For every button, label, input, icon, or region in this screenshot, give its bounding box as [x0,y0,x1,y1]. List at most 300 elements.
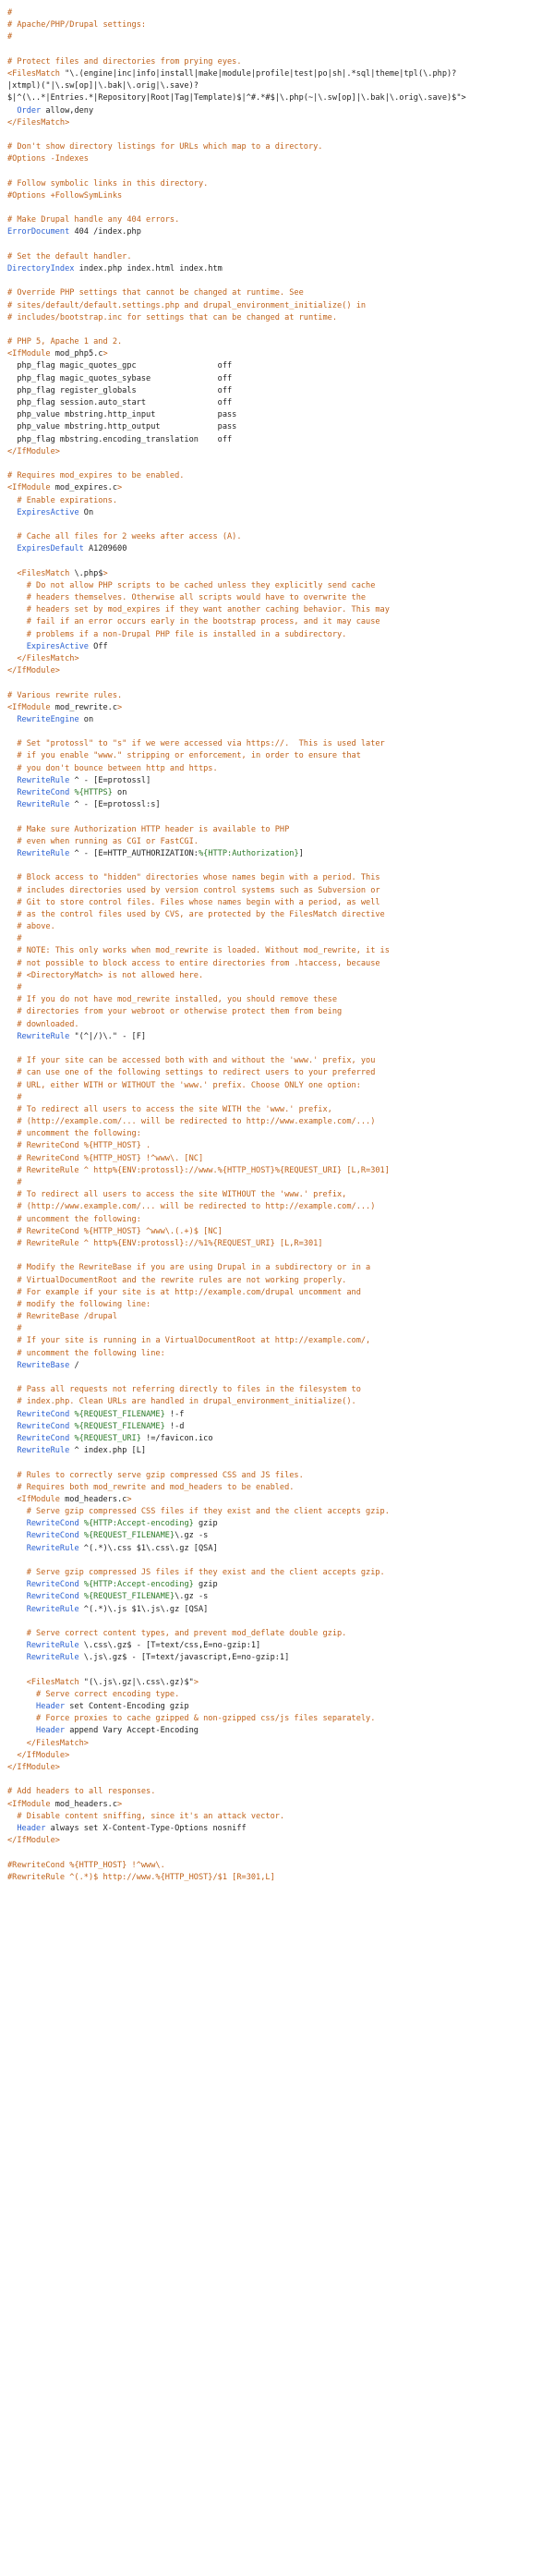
code-text: !=/favicon.ico [140,1433,213,1443]
code-line [7,1591,547,1603]
directive-keyword: Header [17,1823,46,1833]
code-line [7,519,547,531]
comment-text: # Enable expirations. [7,495,117,505]
server-variable: %{HTTP:Accept-encoding} [83,1519,194,1529]
tag-token: </IfModule> [7,666,60,676]
code-text: \.php$ [69,568,103,578]
code-text [7,1605,27,1614]
code-line [7,1604,547,1616]
code-text: \.js\.gz$ - [T=text/javascript,E=no-gzip:1] [78,1653,290,1663]
comment-text: # URL, either WITH or WITHOUT the 'www.' prefix. Choose ONLY one option: [7,1080,361,1090]
code-line [7,1311,547,1323]
tag-token: <IfModule [7,1799,51,1809]
code-text [7,1751,17,1760]
code-line [7,1860,547,1872]
code-line [7,1616,547,1628]
code-line [7,824,547,836]
code-line [7,470,547,482]
code-line [7,1823,547,1835]
server-variable: %{REQUEST_FILENAME} [83,1531,175,1541]
tag-token: <IfModule [7,483,51,493]
code-line [7,1214,547,1226]
code-line [7,836,547,848]
code-line [7,1713,547,1725]
comment-text: # headers themselves. Otherwise all scripts would have to overwrite the [7,593,367,602]
code-line [7,750,547,762]
code-line [7,580,547,592]
directive-keyword: RewriteCond [17,788,70,797]
code-line [7,616,547,628]
code-line [7,1640,547,1652]
tag-token: </IfModule> [7,446,60,456]
code-line [7,1774,547,1786]
tag-token: <FilesMatch [7,68,60,79]
directive-keyword: Header [36,1702,66,1712]
code-text: set Content-Encoding gzip [65,1702,189,1712]
code-line [7,811,547,823]
code-text: mod_rewrite.c [50,702,118,712]
code-line [7,275,547,287]
comment-text: # problems if a non-Drupal PHP file is installed in a subdirectory. [7,629,347,639]
code-line [7,129,547,141]
code-line [7,958,547,970]
directive-keyword: DirectoryIndex [7,263,75,273]
comment-text: # Modify the RewriteBase if you are using Drupal in a subdirectory or in a [7,1263,371,1273]
comment-text: # Cache all files for 2 weeks after access (A). [7,532,242,542]
code-line [7,1579,547,1591]
directive-keyword: Header [36,1726,66,1736]
code-line [7,555,547,567]
comment-text: # Follow symbolic links in this directory. [7,178,209,188]
code-line [7,1250,547,1262]
code-line [7,1201,547,1213]
comment-text: # not possible to block access to entire directories from .htaccess, because [7,958,380,968]
code-line [7,945,547,957]
comment-text: # Block access to "hidden" directories whose names begin with a period. This [7,873,380,883]
code-line [7,1067,547,1079]
comment-text: # RewriteCond %{HTTP_HOST} !^www\. [NC] [7,1153,204,1163]
code-text [7,1519,27,1528]
comment-text: # modify the following line: [7,1299,151,1309]
directive-keyword: RewriteCond [26,1531,79,1541]
directive-keyword: RewriteRule [17,848,70,858]
code-line [7,714,547,726]
directive-keyword: RewriteRule [17,1446,70,1456]
code-text [7,1446,17,1455]
directive-keyword: RewriteCond [26,1592,79,1602]
code-text [7,1641,27,1650]
code-text: php_value mbstring.http_input pass [7,410,237,420]
code-text [7,849,17,858]
tag-token: > [102,349,108,359]
code-line [7,1153,547,1165]
directive-keyword: ErrorDocument [7,227,70,237]
comment-text: # sites/default/default.settings.php and drupal_environment_initialize() in [7,300,367,310]
code-line [7,1725,547,1737]
code-text [7,1495,17,1504]
code-line [7,1811,547,1823]
code-text: On [78,507,94,517]
code-line [7,690,547,702]
code-text: php_flag session.auto_start off [7,398,233,407]
directive-keyword: RewriteCond [26,1519,79,1529]
code-line [7,1360,547,1372]
code-text [7,1592,27,1601]
code-line [7,1786,547,1798]
comment-text: # RewriteRule ^ http%{ENV:protossl}://www.%{HTTP_HOST}%{REQUEST_URI} [L,R=301] [7,1165,390,1175]
directive-keyword: RewriteRule [26,1543,79,1553]
code-line [7,799,547,811]
comment-text: # If your site is running in a VirtualDocumentRoot at http://example.com/, [7,1336,371,1346]
code-line [7,1750,547,1762]
code-line [7,1104,547,1116]
comment-text: # Override PHP settings that cannot be changed at runtime. See [7,288,304,298]
code-line [7,190,547,202]
server-variable: %{REQUEST_FILENAME} [83,1592,175,1602]
comment-text: # headers set by mod_expires if they want another caching behavior. This may [7,605,390,615]
directive-keyword: ExpiresActive [17,507,79,517]
tag-token: > [117,702,123,712]
directive-keyword: RewriteRule [26,1641,79,1651]
code-text: append Vary Accept-Encoding [65,1726,199,1736]
code-line [7,1701,547,1713]
comment-text: # [7,983,22,992]
code-text [7,1032,17,1041]
directive-keyword: RewriteCond [17,1433,70,1443]
server-variable: %{REQUEST_FILENAME} [74,1409,165,1419]
code-line [7,1409,547,1421]
comment-text: # Requires mod_expires to be enabled. [7,471,185,481]
code-text: always set X-Content-Type-Options nosniff [45,1823,247,1833]
tag-token: <IfModule [7,702,51,712]
comment-text: # RewriteCond %{HTTP_HOST} . [7,1141,151,1151]
code-line [7,897,547,909]
code-text: ^(.*)\.css $1\.css\.gz [QSA] [78,1543,218,1553]
code-line [7,1165,547,1177]
code-text: |xtmpl)("|\.sw[op]|\.bak|\.orig|\.save)? [7,81,199,91]
code-text: !-d [164,1421,185,1431]
code-text [7,508,17,517]
code-line [7,1323,547,1335]
code-line [7,80,547,92]
comment-text: # if you enable "www." stripping or enforcement, in order to ensure that [7,751,361,761]
code-line [7,1080,547,1092]
comment-text: # Apache/PHP/Drupal settings: [7,20,147,30]
directive-keyword: ExpiresDefault [17,544,84,554]
code-line [7,677,547,689]
code-text: ] [298,848,304,858]
tag-token: > [117,483,123,493]
code-text: allow,deny [41,105,94,115]
comment-text: #Options +FollowSymLinks [7,190,123,200]
code-line [7,1835,547,1847]
comment-text: # (http://example.com/... will be redirected to http://www.example.com/...) [7,1117,376,1127]
comment-text: # Do not allow PHP scripts to be cached unless they explicitly send cache [7,580,376,590]
code-line [7,1628,547,1640]
tag-token: <IfModule [7,349,51,359]
code-line [7,31,547,43]
code-line [7,1116,547,1128]
code-line [7,68,547,80]
code-line [7,373,547,385]
code-text [7,654,17,663]
code-line [7,1738,547,1750]
comment-text: # downloaded. [7,1019,79,1029]
code-line [7,604,547,616]
code-line [7,287,547,299]
code-line [7,1665,547,1677]
comment-text: # RewriteRule ^ http%{ENV:protossl}://%1%{REQUEST_URI} [L,R=301] [7,1238,323,1248]
code-text [7,1580,27,1589]
comment-text: # even when running as CGI or FastCGI. [7,836,199,846]
server-variable: %{REQUEST_URI} [74,1433,141,1443]
directive-keyword: RewriteCond [26,1580,79,1590]
code-text [7,1361,17,1370]
code-text: \.gz -s [175,1531,209,1541]
code-line [7,202,547,214]
code-line [7,872,547,884]
code-text: php_flag register_globals off [7,385,233,395]
code-line [7,1348,547,1360]
comment-text: #Options -Indexes [7,154,89,164]
comment-text: # RewriteCond %{HTTP_HOST} ^www\.(.+)$ [NC] [7,1226,223,1236]
tag-token: </IfModule> [7,1836,60,1846]
code-line [7,1043,547,1055]
code-line [7,141,547,153]
code-text [7,1739,27,1748]
code-text: / [69,1360,79,1370]
tag-token: </FilesMatch> [26,1738,89,1748]
directive-keyword: RewriteCond [17,1409,70,1419]
code-line [7,1055,547,1067]
comment-text: # you don't bounce between http and https. [7,763,218,773]
code-line [7,1494,547,1506]
code-line [7,1457,547,1469]
server-variable: %{HTTP:Authorization} [198,848,299,858]
code-line [7,787,547,799]
code-line [7,775,547,787]
code-text: "\.(engine|inc|info|install|make|module|profile|test|po|sh|.*sql|theme|tpl(\.php)? [59,68,457,79]
code-text: mod_headers.c [59,1494,127,1504]
code-line [7,921,547,933]
comment-text: # Pass all requests not referring directly to files in the filesystem to [7,1385,361,1395]
comment-text: # [7,8,13,18]
code-line [7,495,547,507]
comment-text: # Requires both mod_rewrite and mod_headers to be enabled. [7,1482,295,1492]
code-line [7,153,547,165]
code-line [7,1372,547,1384]
code-line [7,458,547,470]
code-line [7,982,547,994]
comment-text: # uncomment the following line: [7,1348,165,1358]
code-line [7,543,547,555]
code-text [7,642,27,651]
code-line [7,1262,547,1274]
code-text: "(^|/)\." - [F] [69,1031,147,1041]
code-text: index.php index.html index.htm [74,263,223,273]
code-line [7,568,547,580]
code-text [7,569,17,578]
comment-text: # Add headers to all responses. [7,1787,156,1797]
code-text: \.gz -s [175,1592,209,1602]
code-line [7,214,547,226]
code-text: php_flag mbstring.encoding_translation off [7,434,233,444]
comment-text: # PHP 5, Apache 1 and 2. [7,337,123,347]
code-line [7,482,547,494]
directive-keyword: RewriteRule [17,1031,70,1041]
code-text [7,1678,27,1687]
code-line [7,1567,547,1579]
code-line [7,507,547,519]
code-text [7,1410,17,1419]
code-text: ^ - [E=HTTP_AUTHORIZATION: [69,848,199,858]
code-line [7,1006,547,1018]
code-line [7,1275,547,1287]
comment-text: # Git to store control files. Files whose names begin with a period, as well [7,897,380,907]
comment-text: # Make sure Authorization HTTP header is available to PHP [7,824,290,834]
directive-keyword: RewriteCond [17,1421,70,1431]
directive-keyword: RewriteRule [17,800,70,810]
code-line [7,1299,547,1311]
code-text [7,544,17,553]
directive-keyword: ExpiresActive [26,641,89,651]
code-line [7,1445,547,1457]
code-line [7,726,547,738]
code-text: \.css\.gz$ - [T=text/css,E=no-gzip:1] [78,1641,261,1651]
code-line [7,665,547,677]
code-text: php_flag magic_quotes_gpc off [7,361,233,371]
code-line [7,19,547,31]
code-line [7,592,547,604]
server-variable: %{HTTP:Accept-encoding} [83,1580,194,1590]
comment-text: #RewriteRule ^(.*)$ http://www.%{HTTP_HOST}/$1 [R=301,L] [7,1872,275,1882]
code-text [7,1824,17,1833]
directive-keyword: RewriteRule [17,775,70,785]
code-text: on [78,714,94,724]
comment-text: #RewriteCond %{HTTP_HOST} !^www\. [7,1860,165,1870]
comment-text: # VirtualDocumentRoot and the rewrite rules are not working properly. [7,1275,347,1285]
code-line [7,421,547,433]
code-line [7,1019,547,1031]
code-line [7,1421,547,1433]
code-line [7,531,547,543]
code-text [7,1531,27,1540]
comment-text: # [7,32,13,43]
code-line [7,702,547,714]
comment-text: # If your site can be accessed both with and without the 'www.' prefix, you [7,1056,376,1066]
tag-token: </FilesMatch> [17,653,79,663]
code-line [7,848,547,860]
code-line [7,629,547,641]
code-line [7,336,547,348]
comment-text: # [7,934,22,944]
comment-text: # <DirectoryMatch> is not allowed here. [7,970,204,980]
code-text: A1209600 [83,544,127,554]
code-line [7,1128,547,1140]
server-variable: %{HTTPS} [74,788,113,797]
directive-keyword: RewriteBase [17,1360,70,1370]
comment-text: # above. [7,922,55,932]
code-text [7,1422,17,1431]
code-line [7,970,547,982]
comment-text: # [7,1178,22,1187]
comment-text: # To redirect all users to access the site WITHOUT the 'www.' prefix, [7,1190,347,1200]
code-line [7,348,547,360]
comment-text: # Serve gzip compressed CSS files if they exist and the client accepts gzip. [7,1507,390,1517]
comment-text: # uncomment the following: [7,1214,141,1224]
code-text [7,788,17,797]
code-text: mod_php5.c [50,349,103,359]
comment-text: # as the control files used by CVS, are protected by the FilesMatch directive [7,909,385,919]
code-line [7,909,547,921]
code-text: mod_expires.c [50,483,118,493]
comment-text: # directories from your webroot or otherwise protect them from being [7,1007,343,1017]
comment-text: # Serve gzip compressed JS files if they exist and the client accepts gzip. [7,1568,385,1577]
code-line [7,1287,547,1299]
code-line [7,1335,547,1347]
code-line [7,1238,547,1250]
server-variable: %{REQUEST_FILENAME} [74,1421,165,1431]
comment-text: # For example if your site is at http://example.com/drupal uncomment and [7,1287,361,1297]
code-line [7,1652,547,1664]
comment-text: # Rules to correctly serve gzip compressed CSS and JS files. [7,1470,304,1480]
comment-text: # Protect files and directories from prying eyes. [7,56,242,67]
comment-text: # Don't show directory listings for URLs which map to a directory. [7,142,323,152]
code-text: Off [88,641,108,651]
directive-keyword: RewriteEngine [17,714,79,724]
code-line [7,994,547,1006]
code-text [7,1544,27,1553]
code-text: on [112,788,127,797]
code-line [7,1762,547,1774]
code-text [7,776,17,785]
code-line [7,1470,547,1482]
comment-text: # includes directories used by version control systems such as Subversion or [7,885,380,895]
code-text: $|^(\..*|Entries.*|Repository|Root|Tag|Template)$|^#.*#$|\.php(~|\.sw[op]|\.bak|\.orig\.save)$"> [7,93,466,103]
code-line [7,885,547,897]
directive-keyword: Order [17,105,42,115]
comment-text: # RewriteBase /drupal [7,1312,117,1322]
code-line [7,763,547,775]
code-text [7,106,17,115]
comment-text: # Various rewrite rules. [7,690,123,700]
code-line [7,178,547,190]
code-line [7,56,547,68]
code-line [7,1518,547,1530]
comment-text: # Set "protossl" to "s" if we were accessed via https://. This is used later [7,739,385,749]
code-line [7,105,547,117]
comment-text: # Disable content sniffing, since it's an attack vector. [7,1811,285,1821]
code-line [7,1872,547,1884]
code-line [7,251,547,263]
comment-text: # Force proxies to cache gzipped & non-gzipped css/js files separately. [7,1714,376,1724]
directive-keyword: RewriteRule [26,1604,79,1614]
code-line [7,1396,547,1408]
code-line [7,1555,547,1567]
code-line [7,1677,547,1689]
comment-text: # Set the default handler. [7,251,132,261]
code-line [7,1226,547,1238]
comment-text: # includes/bootstrap.inc for settings that can be changed at runtime. [7,312,337,322]
code-line [7,1847,547,1859]
comment-text: # index.php. Clean URLs are handled in drupal_environment_initialize(). [7,1397,356,1407]
code-line [7,324,547,336]
code-line [7,409,547,421]
code-line [7,263,547,275]
comment-text: # [7,1324,22,1334]
code-line [7,1530,547,1542]
code-line [7,434,547,446]
